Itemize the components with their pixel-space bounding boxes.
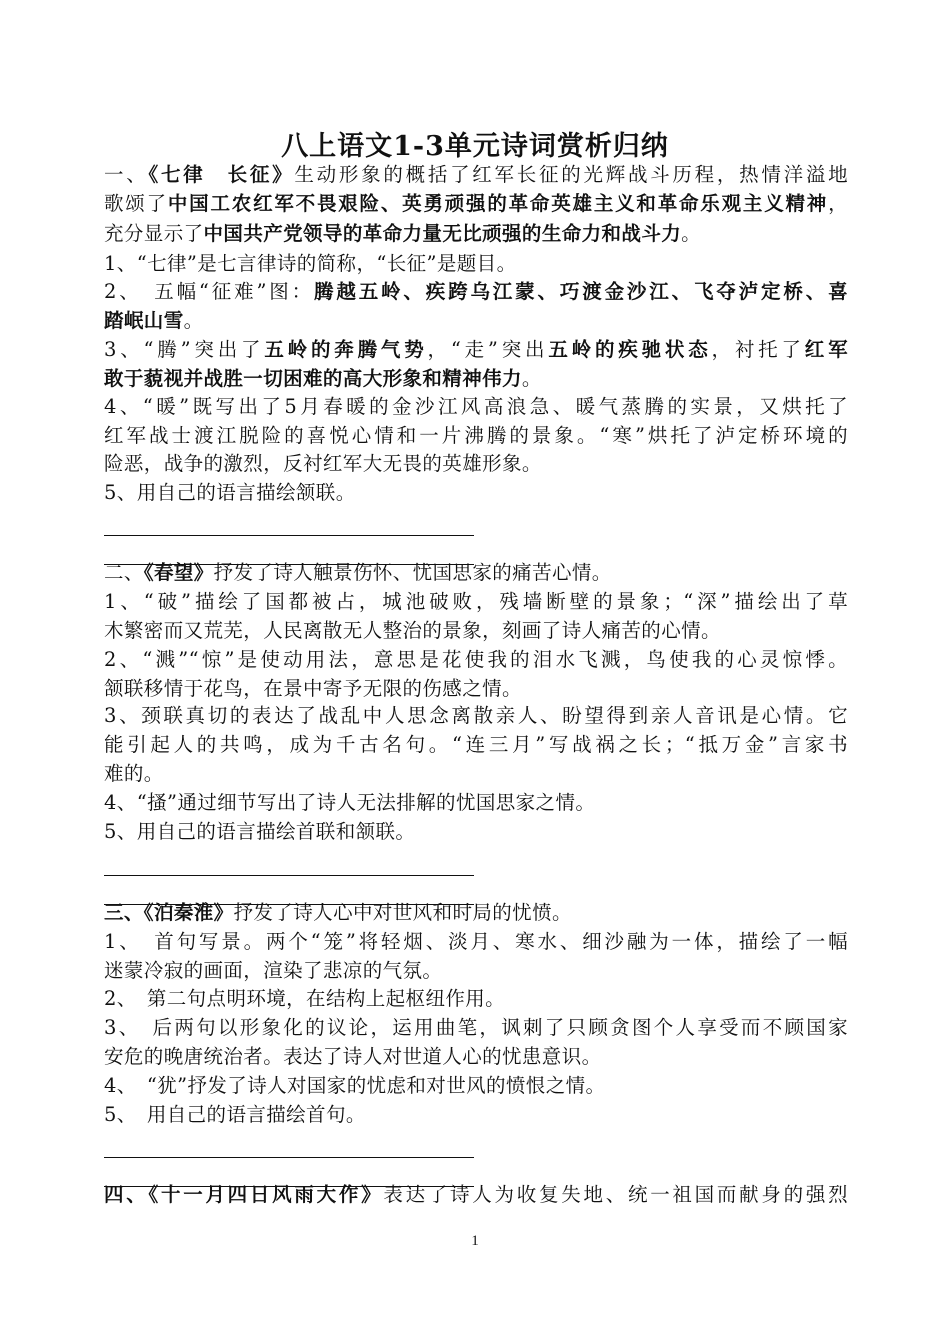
text-line: 敢于藐视并战胜一切困难的高大形象和精神伟力。 [104, 367, 542, 390]
answer-line [104, 564, 474, 565]
text-line: 2、“溅”“惊”是使动用法，意思是花使我的泪水飞溅，鸟使我的心灵惊悸。 [104, 648, 848, 671]
answer-line [104, 1186, 474, 1187]
answer-line [104, 535, 474, 536]
text-line: 3、颈联真切的表达了战乱中人思念离散亲人、盼望得到亲人音讯是心情。它 [104, 704, 848, 727]
text-line: 充分显示了中国共产党领导的革命力量无比顽强的生命力和战斗力。 [104, 222, 702, 245]
text-line: 木繁密而又荒芜，人民离散无人整治的景象，刻画了诗人痛苦的心情。 [104, 619, 721, 642]
text-line: 1、“七律”是七言律诗的简称，“长征”是题目。 [104, 252, 517, 275]
text-line: 红军战士渡江脱险的喜悦心情和一片沸腾的景象。“寒”烘托了泸定桥环境的 [104, 424, 848, 447]
text-line: 5、 用自己的语言描绘首句。 [104, 1103, 366, 1126]
text-line: 险恶，战争的激烈，反衬红军大无畏的英雄形象。 [104, 452, 542, 475]
text-line: 一、《七律 长征》生动形象的概括了红军长征的光辉战斗历程，热情洋溢地 [104, 163, 848, 186]
text-line: 三、《泊秦淮》抒发了诗人心中对世风和时局的忧愤。 [104, 901, 572, 924]
text-line: 4、 “犹”抒发了诗人对国家的忧虑和对世风的愤恨之情。 [104, 1074, 606, 1097]
answer-line [104, 875, 474, 876]
text-line: 四、《十一月四日风雨大作》表达了诗人为收复失地、统一祖国而献身的强烈 [104, 1183, 848, 1206]
text-line: 1、“破”描绘了国都被占，城池破败，残墙断壁的景象；“深”描绘出了草 [104, 590, 848, 613]
text-line: 歌颂了中国工农红军不畏艰险、英勇顽强的革命英雄主义和革命乐观主义精神， [104, 192, 848, 215]
text-line: 安危的晚唐统治者。表达了诗人对世道人心的忧患意识。 [104, 1045, 602, 1068]
text-line: 1、 首句写景。两个“笼”将轻烟、淡月、寒水、细沙融为一体，描绘了一幅 [104, 930, 848, 953]
answer-line [104, 904, 474, 905]
text-line: 迷蒙冷寂的画面，渲染了悲凉的气氛。 [104, 959, 443, 982]
text-line: 2、 第二句点明环境，在结构上起枢纽作用。 [104, 987, 506, 1010]
text-line: 踏岷山雪。 [104, 309, 204, 332]
text-line: 二、《春望》抒发了诗人触景伤怀、忧国思家的痛苦心情。 [104, 561, 612, 584]
text-line: 5、用自己的语言描绘首联和颔联。 [104, 820, 416, 843]
text-line: 难的。 [104, 762, 164, 785]
page-number: 1 [471, 1233, 479, 1249]
text-line: 颔联移情于花鸟，在景中寄予无限的伤感之情。 [104, 677, 522, 700]
answer-line [104, 1157, 474, 1158]
text-line: 2、 五幅“征难”图：腾越五岭、疾跨乌江蒙、巧渡金沙江、飞夺泸定桥、喜 [104, 280, 848, 303]
text-line: 4、“搔”通过细节写出了诗人无法排解的忧国思家之情。 [104, 791, 596, 814]
text-line: 4、“暖”既写出了5月春暖的金沙江风高浪急、暖气蒸腾的实景，又烘托了 [104, 395, 848, 418]
text-line: 3、 后两句以形象化的议论，运用曲笔，讽刺了只顾贪图个人享受而不顾国家 [104, 1016, 848, 1039]
text-line: 5、用自己的语言描绘颔联。 [104, 481, 356, 504]
page-title: 八上语文1-3单元诗词赏析归纳 [281, 131, 669, 162]
text-line: 能引起人的共鸣，成为千古名句。“连三月”写战祸之长；“抵万金”言家书 [104, 733, 848, 756]
text-line: 3、“腾”突出了五岭的奔腾气势，“走”突出五岭的疾驰状态，衬托了红军 [104, 338, 848, 361]
